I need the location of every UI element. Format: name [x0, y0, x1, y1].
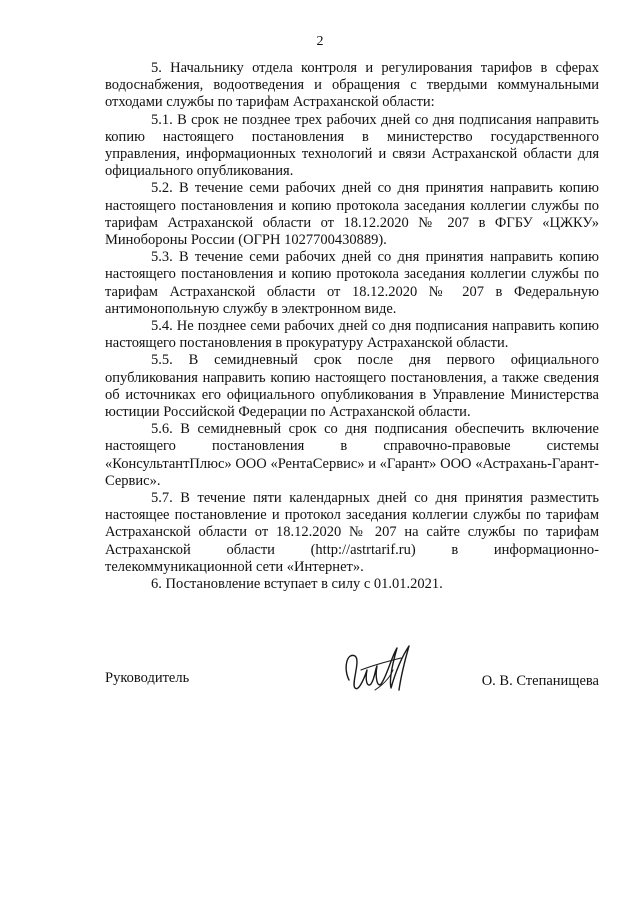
- signature-block: [105, 640, 599, 710]
- paragraph-5: 5. Начальнику отдела контроля и регулирования тарифов в сферах водоснабжения, водоотведения и обращения с твердыми коммунальными отходами службы по тарифам Астраханской области:: [105, 60, 599, 111]
- paragraph-5-3: 5.3. В течение семи рабочих дней со дня принятия направить копию настоящего постановления и копию протокола заседания коллегии службы по тарифам Астраханской области от 18.12.2020 № 207 в Федеральную антимонопольную службу в электронном виде.: [105, 249, 599, 317]
- paragraph-6: 6. Постановление вступает в силу с 01.01.2021.: [151, 576, 443, 593]
- document-body: [105, 60, 599, 593]
- paragraph-5-1: 5.1. В срок не позднее трех рабочих дней со дня подписания направить копию настоящего постановления в министерство государственного управления, информационных технологий и связи Астраханской области для официального опубликования.: [105, 111, 599, 180]
- paragraph-5-4: 5.4. Не позднее семи рабочих дней со дня подписания направить копию настоящего постановления в прокуратуру Астраханской области.: [105, 318, 599, 352]
- paragraph-5-6: 5.6. В семидневный срок со дня подписания обеспечить включение настоящего постановления в справочно-правовые системы «КонсультантПлюс» ООО «РентаСервис» и «Гарант» ООО «Астрахань-Гарант-Сервис».: [105, 421, 599, 489]
- paragraph-5-7: 5.7. В течение пяти календарных дней со дня принятия разместить настоящее постановление и протокол заседания коллегии службы по тарифам Астраханской области от 18.12.2020 № 207 на сайте службы по тарифам Астраханской области (http://astrtarif.ru) в информационно-телекоммуникационной сети «Интернет».: [105, 490, 599, 575]
- signatory-title: Руководитель: [105, 670, 190, 686]
- paragraph-5-5: 5.5. В семидневный срок после дня первого официального опубликования направить копию настоящего постановления, а также сведения об источниках его официального опубликования в Управление Министерства юстиции Российской Федерации по Астраханской области.: [105, 352, 599, 421]
- handwritten-signature: [341, 640, 417, 698]
- page-number: 2: [316, 34, 324, 49]
- paragraph-5-2: 5.2. В течение семи рабочих дней со дня принятия направить копию настоящего постановления и копию протокола заседания коллегии службы по тарифам Астраханской области от 18.12.2020 № 207 в ФГБУ «ЦЖКУ» Минобороны России (ОГРН 1027700430889).: [105, 180, 599, 249]
- signatory-name: О. В. Степанищева: [481, 673, 599, 689]
